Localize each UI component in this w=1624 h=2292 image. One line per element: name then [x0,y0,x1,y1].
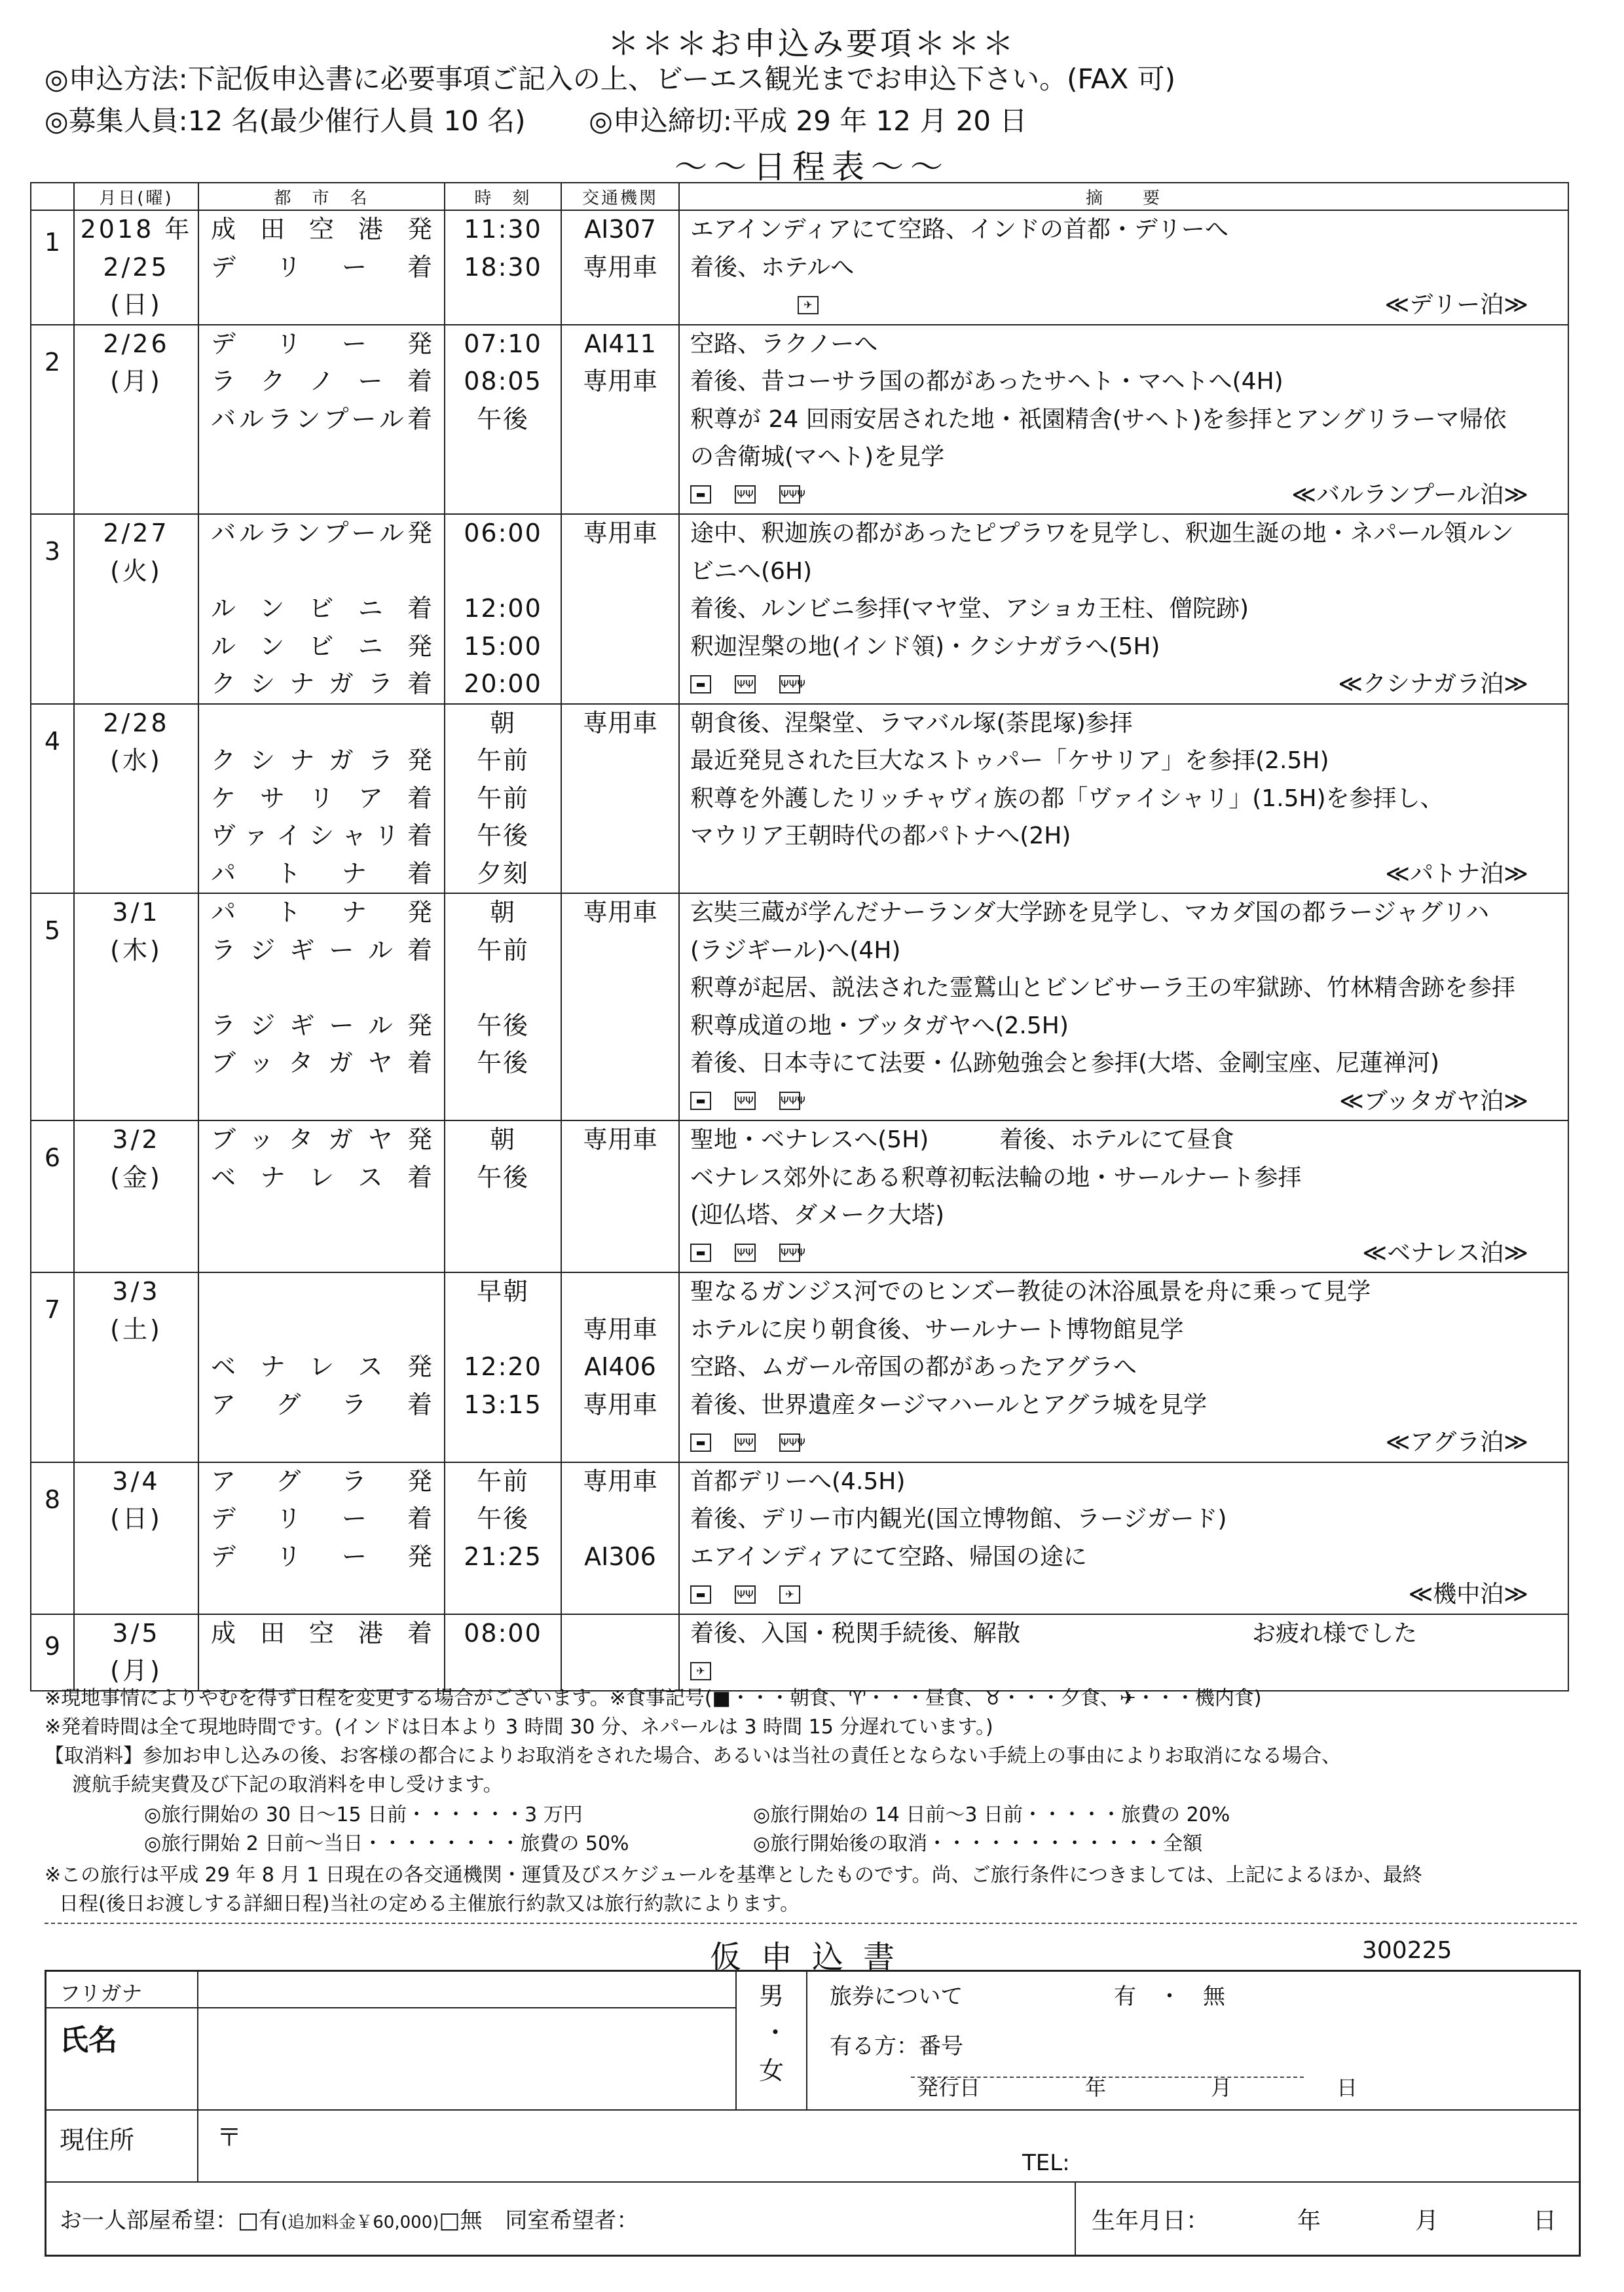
summary-line: ベナレス郊外にある釈尊初転法輪の地・サールナート参拝 [690,1164,1302,1191]
date-line: 3/4 [112,1466,160,1496]
day-cities [198,210,445,325]
city-line [199,553,444,591]
day-summary [679,1462,1568,1614]
time-line: 20:00 [464,669,542,698]
address-label: 現住所 [60,2126,135,2154]
meal-breakfast-icon: ▬ [690,1585,711,1604]
header-no [31,183,74,210]
application-form [45,1970,1581,2257]
meal-lunch-icon: ΨΨ [735,1585,756,1604]
single-room-fee: (追加料金￥60,000) [281,2213,439,2232]
city-line [199,1311,444,1349]
time-line [445,1311,561,1349]
day-number [31,514,74,704]
meal-inflight-icon: ✈ [798,296,819,314]
meal-lunch-icon: ΨΨ [735,1244,756,1262]
day-number-text: 3 [44,537,61,566]
day-date [74,893,198,1120]
day-transport [561,1462,679,1614]
city-line: ケサリア着 [211,783,432,813]
furigana-label: フリガナ [60,1981,143,2006]
header-time: 時 刻 [445,183,561,210]
table-row [31,514,1568,704]
date-line: 3/1 [112,898,160,927]
day-date [74,1120,198,1272]
day-summary [679,514,1568,704]
transport-line: AI411 [584,329,656,358]
note-conditions-2: 日程(後日お渡しする詳細日程)当社の定める主催旅行約款又は旅行約款によります。 [59,1893,800,1915]
day-times [445,514,561,704]
roommate-field[interactable] [806,2184,1068,2252]
day-number-text: 6 [44,1143,61,1172]
overnight-stay: ≪バルランプール泊≫ [1291,481,1528,508]
gender-dot: ・ [763,2018,788,2047]
meal-dinner-icon: ΨΨΨ [779,1244,800,1262]
requirements-title: ＊＊＊お申込み要項＊＊＊ [607,26,1016,62]
day-number [31,210,74,325]
table-row [31,1272,1568,1462]
transport-line: 専用車 [582,708,657,737]
transport-line: AI307 [584,215,656,244]
summary-line: 釈尊が 24 回雨安居された地・祇園精舎(サヘト)を参拝とアングリラーマ帰依 [690,405,1507,433]
time-line: 午後 [476,1010,529,1040]
city-line: バルランプール着 [211,404,432,434]
closing-message: お疲れ様でした [1251,1619,1417,1647]
cancel-rule-3: ◎旅行開始 2 日前〜当日・・・・・・・・旅費の 50% [144,1832,629,1855]
date-line: (月) [110,1656,162,1685]
table-row [31,1120,1568,1272]
summary-line: 釈尊を外護したリッチャヴィ族の都「ヴァイシャリ」(1.5H)を参拝し、 [690,785,1444,812]
day-date [74,514,198,704]
time-line: 午後 [476,821,529,850]
date-line: (日) [110,1504,162,1533]
time-line: 午後 [476,1162,529,1192]
transport-line: 専用車 [582,1314,657,1344]
header-transport: 交通機関 [561,183,679,210]
transport-line: AI306 [584,1542,656,1571]
meal-lunch-icon: ΨΨ [735,675,756,693]
time-line: 12:00 [464,594,542,623]
gender-male[interactable]: 男 [759,1982,784,2010]
city-line [199,705,444,743]
transport-line: 専用車 [582,367,657,396]
summary-line: 釈尊成道の地・ブッタガヤへ(2.5H) [690,1012,1069,1039]
summary-line: マウリア王朝時代の都パトナへ(2H) [690,823,1071,849]
day-number [31,1462,74,1614]
city-line: デリー発 [211,329,432,358]
day-cities [198,1120,445,1272]
day-date [74,1614,198,1691]
date-line: (金) [110,1162,162,1192]
time-line: 早朝 [476,1277,529,1306]
date-line: 2/27 [103,519,170,547]
day-transport [561,704,679,894]
city-line: アグラ発 [211,1466,432,1496]
transport-line [562,1273,678,1311]
table-row [31,893,1568,1120]
note-local-time: ※発着時間は全て現地時間です。(インドは日本より 3 時間 30 分、ネパールは 3 時間 15 分遅れています。) [45,1716,993,1739]
single-room-no[interactable]: □無 [439,2208,483,2234]
capacity-label: ◎募集人員 [45,105,179,137]
cancel-rule-4: ◎旅行開始後の取消・・・・・・・・・・・・全額 [753,1832,1203,1855]
summary-line: 着後、デリー市内観光(国立博物館、ラージガード) [690,1506,1227,1532]
day-number-text: 9 [44,1631,61,1661]
address-field[interactable] [243,2111,1029,2180]
passport-number-field[interactable] [917,2024,1304,2063]
meal-dinner-icon: ΨΨΨ [779,675,800,693]
passport-options[interactable]: 有 ・ 無 [1114,1984,1225,2010]
issue-date[interactable]: 発行日 年 月 日 [917,2075,1358,2100]
summary-line: 着後、世界遺産タージマハールとアグラ城を見学 [690,1391,1208,1418]
time-line [445,969,561,1007]
summary-line: (迎仏塔、ダメーク大塔) [690,1202,945,1229]
day-times [445,1614,561,1691]
capacity-text: 12 名(最少催行人員 10 名) [187,105,526,137]
day-number [31,704,74,894]
day-number-text: 5 [44,916,61,945]
city-line [199,1273,444,1311]
day-transport [561,1614,679,1691]
form-code: 300225 [1362,1937,1452,1964]
day-date [74,1272,198,1462]
time-line: 18:30 [464,252,542,282]
city-line: ベナレス着 [211,1162,432,1192]
table-row [31,1462,1568,1614]
schedule-title: 〜〜日程表〜〜 [674,148,950,186]
transport-line: 専用車 [582,519,657,547]
date-line: (土) [110,1314,162,1344]
day-times [445,1462,561,1614]
city-line: クシナガラ着 [211,669,432,698]
day-date [74,1462,198,1614]
meal-dinner-icon: ΨΨΨ [779,1092,800,1110]
transport-line: 専用車 [582,1466,657,1496]
transport-line [562,1500,678,1538]
header-summary: 摘 要 [679,183,1568,210]
transport-line: 専用車 [582,1390,657,1419]
overnight-stay: ≪アグラ泊≫ [1385,1429,1528,1456]
day-transport [561,1120,679,1272]
day-cities [198,325,445,515]
table-header-row [31,183,1568,210]
header-city: 都 市 名 [198,183,445,210]
day-summary [679,893,1568,1120]
time-line: 午前 [476,783,529,813]
table-row [31,210,1568,325]
time-line: 11:30 [464,215,542,244]
meal-breakfast-icon: ▬ [690,675,711,693]
day-number [31,1120,74,1272]
date-line: 2/28 [103,708,170,737]
time-line: 午前 [476,935,529,965]
day-summary [679,704,1568,894]
summary-line: エアインディアにて空路、帰国の途に [690,1543,1087,1570]
meal-lunch-icon: ΨΨ [735,1092,756,1110]
city-line: クシナガラ発 [211,746,432,775]
summary-line: 空路、ムガール帝国の都があったアグラへ [690,1354,1137,1380]
day-times [445,325,561,515]
day-times [445,1120,561,1272]
meal-dinner-icon: ΨΨΨ [779,1433,800,1452]
day-summary [679,1120,1568,1272]
table-row [31,325,1568,515]
time-line: 午後 [476,1504,529,1533]
summary-line: 釈迦涅槃の地(インド領)・クシナガラへ(5H) [690,633,1160,660]
time-line: 07:10 [464,329,542,358]
summary-line: 着後、日本寺にて法要・仏跡勉強会と参拝(大塔、金剛宝座、尼蓮禅河) [690,1050,1440,1077]
summary-line: 空路、ラクノーへ [690,330,878,358]
day-cities [198,893,445,1120]
city-line: ブッタガヤ着 [211,1048,432,1077]
birthdate-label: 生年月日： [1092,2208,1210,2234]
note-cancel-fee: 【取消料】参加お申し込みの後、お客様の都合によりお取消をされた場合、あるいは当社の責任とならない手続上の事由によりお取消になる場合、 [45,1745,1341,1767]
day-number-text: 2 [44,347,61,377]
summary-line: 最近発見された巨大なストゥパー「ケサリア」を参拝(2.5H) [690,747,1329,774]
furigana-field[interactable] [198,1972,734,2007]
time-line: 午前 [476,1466,529,1496]
city-line: デリー着 [211,252,432,282]
birthdate-field[interactable]: 年 月 日 [1297,2208,1557,2234]
apply-text: 下記仮申込書に必要事項ご記入の上、ビーエス観光までお申込下さい。(FAX 可) [187,63,1176,95]
roommate-label: 同室希望者： [505,2208,639,2234]
overnight-stay: ≪ベナレス泊≫ [1362,1239,1528,1266]
date-line: 2018 年 [80,215,193,244]
date-line: 3/5 [112,1618,160,1648]
tel-label: TEL: [1022,2150,1070,2176]
summary-line: ビニへ(6H) [690,557,813,585]
city-line: ヴァイシャリ着 [211,821,432,850]
day-summary [679,210,1568,325]
day-number-text: 1 [44,228,61,257]
meal-breakfast-icon: ▬ [690,1244,711,1262]
city-line: ベナレス発 [211,1352,432,1381]
time-line: 06:00 [464,519,542,547]
meal-breakfast-icon: ▬ [690,1433,711,1452]
time-line: 朝 [489,898,516,927]
day-cities [198,704,445,894]
overnight-stay: ≪クシナガラ泊≫ [1338,671,1528,697]
day-date [74,210,198,325]
city-line: ラクノー着 [211,367,432,396]
tel-field[interactable] [1081,2143,1566,2180]
summary-line: 聖地・ベナレスへ(5H) 着後、ホテルにて昼食 [690,1126,1234,1153]
time-line: 12:20 [464,1352,542,1381]
city-line: ブッタガヤ発 [211,1125,432,1154]
summary-line: 玄奘三蔵が学んだナーランダ大学跡を見学し、マカダ国の都ラージャグリハ [690,899,1490,926]
summary-line: 途中、釈迦族の都があったピプラワを見学し、釈迦生誕の地・ネパール領ルン [690,520,1514,547]
day-transport [561,514,679,704]
date-line: (月) [110,367,162,396]
gender-female[interactable]: 女 [759,2056,784,2085]
city-line: バルランプール発 [211,519,432,547]
deadline-text: 平成 29 年 12 月 20 日 [732,105,1027,137]
cancel-rule-1: ◎旅行開始の 30 日〜15 日前・・・・・・3 万円 [144,1803,583,1826]
date-line: 3/2 [112,1125,160,1154]
name-label: 氏名 [60,2024,117,2057]
time-line: 午後 [476,404,529,434]
summary-line: (ラジギール)へ(4H) [690,936,901,964]
summary-line: の舎衛城(マヘト)を見学 [690,443,945,470]
meal-inflight-icon: ✈ [690,1662,711,1680]
summary-line: 聖なるガンジス河でのヒンズー教徒の沐浴風景を舟に乗って見学 [690,1278,1371,1305]
cut-line [45,1923,1577,1924]
time-line: 08:00 [464,1618,542,1648]
postal-mark: 〒 [217,2123,242,2152]
city-line: アグラ着 [211,1390,432,1419]
time-line: 夕刻 [476,859,529,888]
meal-breakfast-icon: ▬ [690,485,711,504]
time-line [445,553,561,591]
meal-breakfast-icon: ▬ [690,1092,711,1110]
transport-line: AI406 [584,1352,656,1381]
day-number [31,1614,74,1691]
date-line: (火) [110,556,162,585]
summary-line: 朝食後、涅槃堂、ラマバル塚(荼毘塚)参拝 [690,709,1133,737]
apply-method: ◎申込方法:下記仮申込書に必要事項ご記入の上、ビーエス観光までお申込下さい。(FAX 可) [45,63,1176,95]
note-cancel-fee-2: 渡航手続実費及び下記の取消料を申し受けます。 [72,1773,503,1796]
city-line: ラジギール着 [211,935,432,965]
day-transport [561,893,679,1120]
summary-line: 着後、入国・税関手続後、解散 [690,1619,1021,1647]
overnight-stay: ≪デリー泊≫ [1384,291,1528,318]
time-line: 21:25 [464,1542,542,1571]
capacity-line: ◎募集人員:12 名(最少催行人員 10 名) ◎申込締切:平成 29 年 12 月 20 日 [45,105,1027,137]
day-times [445,893,561,1120]
summary-line: 釈尊が起居、説法された霊鷲山とビンビサーラ王の牢獄跡、竹林精舎跡を参拝 [690,974,1516,1001]
city-line [199,969,444,1007]
table-row [31,1614,1568,1691]
overnight-stay: ≪機中泊≫ [1408,1581,1528,1608]
day-times [445,210,561,325]
day-date [74,704,198,894]
city-line: ルンビニ発 [211,631,432,661]
time-line: 13:15 [464,1390,542,1419]
city-line: ラジギール発 [211,1010,432,1040]
transport-line: 専用車 [582,898,657,927]
time-line: 15:00 [464,631,542,661]
table-row [31,704,1568,894]
day-times [445,1272,561,1462]
day-summary [679,1614,1568,1691]
day-summary [679,1272,1568,1462]
day-number-text: 8 [44,1485,61,1514]
city-line: パトナ着 [211,859,432,888]
date-line: 3/3 [112,1277,160,1306]
day-cities [198,1272,445,1462]
single-room-yes[interactable]: お一人部屋希望：□有 [60,2208,282,2234]
day-transport [561,210,679,325]
summary-line: 首都デリーへ(4.5H) [690,1468,906,1495]
day-number-text: 4 [44,726,61,756]
summary-line: ホテルに戻り朝食後、サールナート博物館見学 [690,1316,1184,1343]
date-line: (日) [110,290,162,319]
transport-line: 専用車 [582,1125,657,1154]
form-title: 仮申込書 [709,1939,914,1976]
city-line: パトナ発 [211,898,432,927]
passport-label: 旅券について [830,1984,963,2010]
day-number [31,1272,74,1462]
time-line: 08:05 [464,367,542,396]
day-date [74,325,198,515]
deadline-label: ◎申込締切 [589,105,723,137]
day-transport [561,1272,679,1462]
meal-dinner-icon: ΨΨΨ [779,485,800,504]
summary-line: 着後、昔コーサラ国の都があったサヘト・マヘトへ(4H) [690,368,1283,395]
note-conditions: ※この旅行は平成 29 年 8 月 1 日現在の各交通機関・運賃及びスケジュールを基準としたものです。尚、ご旅行条件につきましては、上記によるほか、最終 [45,1864,1422,1887]
time-line: 午後 [476,1048,529,1077]
passport-number-label: 有る方：番号 [830,2033,963,2060]
transport-line: 専用車 [582,252,657,282]
city-line: 成田空港着 [211,1618,432,1648]
overnight-stay: ≪パトナ泊≫ [1385,860,1528,887]
summary-line: 着後、ルンビニ参拝(マヤ堂、アショカ王柱、僧院跡) [690,595,1249,622]
summary-line: エアインディアにて空路、インドの首都・デリーへ [690,216,1228,243]
time-line: 午前 [476,746,529,775]
day-transport [561,325,679,515]
header-date: 月日(曜) [74,183,198,210]
date-line: 2/25 [103,252,170,282]
date-line: 2/26 [103,329,170,358]
cancel-rule-2: ◎旅行開始の 14 日前〜3 日前・・・・・旅費の 20% [753,1803,1230,1826]
schedule-table [30,182,1569,1691]
city-line: デリー発 [211,1542,432,1571]
meal-lunch-icon: ΨΨ [735,1433,756,1452]
day-cities [198,514,445,704]
day-number [31,325,74,515]
city-line: デリー着 [211,1504,432,1533]
day-cities [198,1614,445,1691]
meal-lunch-icon: ΨΨ [735,485,756,504]
time-line: 朝 [489,708,516,737]
city-line: 成田空港発 [211,215,432,244]
city-line: ルンビニ着 [211,594,432,623]
day-summary [679,325,1568,515]
note-meal-symbols: ※現地事情によりやむを得ず日程を変更する場合がございます。※食事記号(■・・・朝食、♈・・・昼食、♉・・・夕食、✈・・・機内食) [45,1687,1262,1710]
single-room-line [60,2202,638,2234]
summary-line: 着後、ホテルへ [690,253,855,281]
day-number-text: 7 [44,1295,61,1324]
day-number [31,893,74,1120]
meal-inflight-icon: ✈ [779,1585,800,1604]
name-field[interactable] [198,2008,734,2108]
overnight-stay: ≪ブッタガヤ泊≫ [1339,1087,1528,1115]
date-line: (木) [110,935,162,965]
day-times [445,704,561,894]
time-line: 朝 [489,1125,516,1154]
day-cities [198,1462,445,1614]
date-line: (水) [110,746,162,775]
apply-label: ◎申込方法 [45,63,179,95]
